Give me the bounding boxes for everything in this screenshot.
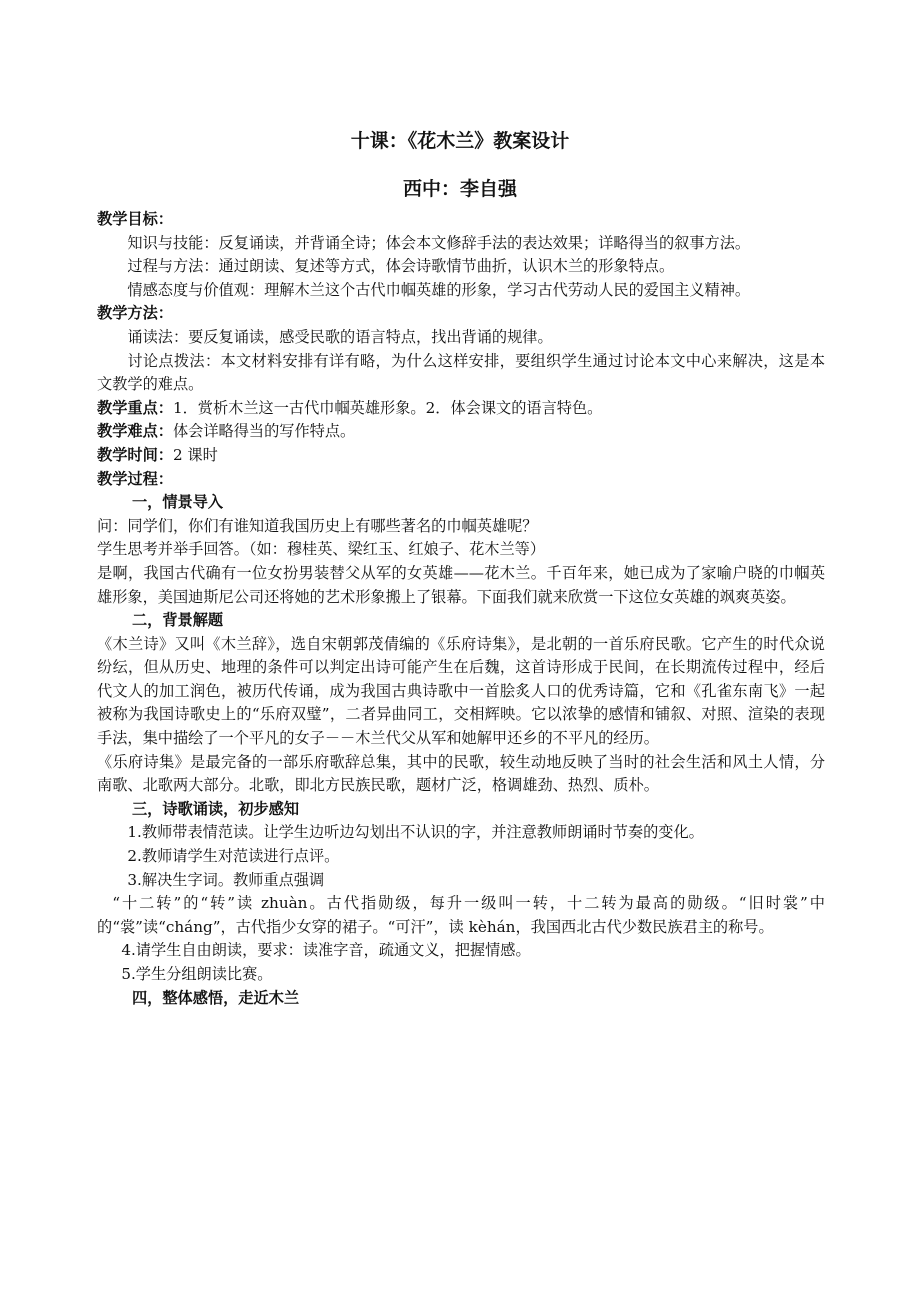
section-2-paragraph-1: 《木兰诗》又叫《木兰辞》，选自宋朝郭茂倩编的《乐府诗集》，是北朝的一首乐府民歌。它产生的时代众说纷纭，但从历史、地理的条件可以判定出诗可能产生在后魏，这首诗形成于民间，在长期流传过程中，经后代文人的加工润色，被历代传诵，成为我国古典诗歌中一首脍炙人口的优秀诗篇，它和《孔雀东南飞》一起被称为我国诗歌史上的“乐府双璧”，二者异曲同工，交相辉映。它以浓挚的感情和铺叙、对照、渲染的表现手法，集中描绘了一个平凡的女子－－木兰代父从军和她解甲还乡的不平凡的经历。: [97, 634, 825, 748]
procedure-label: 教学过程：: [97, 469, 173, 488]
section-1-answer: 学生思考并举手回答。（如：穆桂英、梁红玉、红娘子、花木兰等）: [97, 540, 546, 559]
method-recite: 诵读法：要反复诵读，感受民歌的语言特点，找出背诵的规律。: [127, 327, 553, 346]
section-4-heading: 四，整体感悟，走近木兰: [131, 988, 300, 1007]
section-2-paragraph-2: 《乐府诗集》是最完备的一部乐府歌辞总集，其中的民歌，较生动地反映了当时的社会生活和风土人情，分南歌、北歌两大部分。北歌，即北方民族民歌，题材广泛，格调雄劲、热烈、质朴。: [97, 752, 825, 795]
section-1-heading: 一，情景导入: [131, 493, 224, 512]
goals-knowledge: 知识与技能：反复诵读，并背诵全诗；体会本文修辞手法的表达效果；详略得当的叙事方法。: [127, 233, 751, 252]
section-3-item-2: 2.教师请学生对范读进行点评。: [127, 847, 340, 866]
time-label: 教学时间：: [97, 445, 173, 464]
document-title: 十课：《花木兰》教案设计: [350, 130, 570, 152]
section-1-question: 问：同学们，你们有谁知道我国历史上有哪些著名的巾帼英雄呢？: [97, 516, 538, 535]
section-3-item-3: 3.解决生字词。教师重点强调: [127, 870, 325, 889]
difficulty-label: 教学难点：: [97, 422, 173, 441]
section-3-heading: 三，诗歌诵读，初步感知: [131, 799, 300, 818]
section-2-heading: 二，背景解题: [131, 611, 224, 630]
document-body: [97, 208, 825, 1010]
goals-label: 教学目标：: [97, 210, 173, 228]
focus-line: [97, 397, 825, 421]
goals-process: 过程与方法：通过朗读、复述等方式，体会诗歌情节曲折，认识木兰的形象特点。: [127, 257, 675, 276]
method-discuss: 讨论点拨法：本文材料安排有详有略，为什么这样安排，要组织学生通过讨论本文中心来解决，这是本文教学的难点。: [97, 351, 825, 394]
document-author: 西中：李自强: [402, 178, 517, 200]
section-3-item-5: 5.学生分组朗读比赛。: [121, 965, 273, 983]
time-line: [97, 444, 825, 468]
focus-label: 教学重点：: [97, 398, 173, 417]
goals-emotion: 情感态度与价值观：理解木兰这个古代巾帼英雄的形象，学习古代劳动人民的爱国主义精神。: [127, 280, 751, 299]
section-3-item-1: 1.教师带表情范读。让学生边听边勾划出不认识的字，并注意教师朗诵时节奏的变化。: [127, 823, 704, 842]
difficulty-text: 体会详略得当的写作特点。: [172, 422, 356, 441]
section-3-item-4: 4.请学生自由朗读，要求：读准字音，疏通文义，把握情感。: [121, 941, 531, 960]
difficulty-line: [97, 420, 825, 444]
section-1-paragraph: 是啊，我国古代确有一位女扮男装替父从军的女英雄——花木兰。千百年来，她已成为了家喻户晓的巾帼英雄形象，美国迪斯尼公司还将她的艺术形象搬上了银幕。下面我们就来欣赏一下这位女英雄的飒爽英姿。: [97, 563, 825, 606]
time-text: 2 课时: [172, 445, 218, 464]
methods-label: 教学方法：: [97, 304, 173, 323]
section-3-item-3-detail: “十二转”的“转”读 zhuàn。古代指勋级，每升一级叫一转，十二转为最高的勋级。“旧时裳”中的“裳”读“cháng”，古代指少女穿的裙子。“可汗”，读 kèhán，我国西北古代少数民族君主的称号。: [97, 894, 825, 936]
focus-text: 1．赏析木兰这一古代巾帼英雄形象。2．体会课文的语言特色。: [172, 398, 603, 417]
